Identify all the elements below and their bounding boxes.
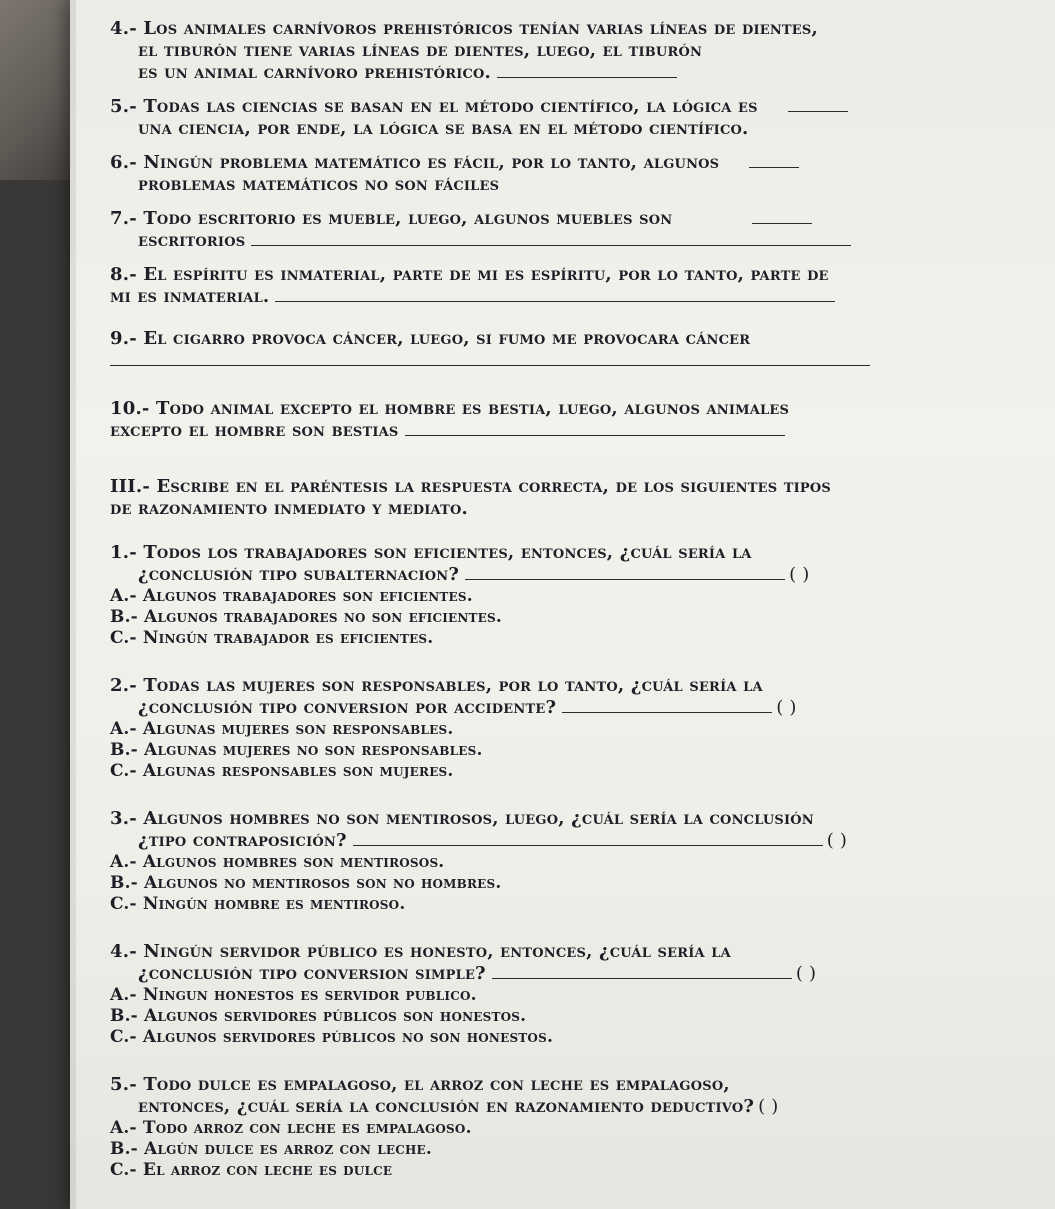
q4-line-3: es un animal carnívoro prehistórico.	[110, 62, 950, 84]
question-8	[110, 264, 950, 308]
section-three-title	[110, 476, 950, 520]
p3q5-answer-paren[interactable]: ( )	[758, 1096, 779, 1117]
question-5	[110, 96, 950, 140]
p3q3-option-b: B.- Algunos no mentirosos son no hombres.	[110, 873, 502, 893]
part-three-question-3	[110, 808, 950, 915]
p3q1-option-a: A.- Algunos trabajadores son eficientes.	[110, 586, 473, 606]
p3q5-option-a: A.- Todo arroz con leche es empalagoso.	[110, 1118, 472, 1138]
p3q1-line-2: ¿conclusión tipo subalternacion? ( )	[138, 564, 810, 585]
part-three-question-5	[110, 1074, 950, 1181]
p3q2-option-a: A.- Algunas mujeres son responsables.	[110, 719, 454, 739]
p3q2-option-c: C.- Algunas responsables son mujeres.	[110, 761, 454, 781]
p3q3-line-1: 3.- Algunos hombres no son mentirosos, luego, ¿cuál sería la conclusión	[110, 808, 814, 829]
p3q4-option-c: C.- Algunos servidores públicos no son honestos.	[110, 1027, 554, 1047]
part-three-question-2	[110, 675, 950, 782]
q4-line-1: 4.- Los animales carnívoros prehistóricos tenían varias líneas de dientes,	[110, 18, 818, 39]
q4-line-2: el tiburón tiene varias líneas de dientes, luego, el tiburón	[138, 40, 703, 61]
q9-answer-line[interactable]	[110, 350, 950, 372]
p3q1-option-c: C.- Ningún trabajador es eficientes.	[110, 628, 434, 648]
p3q4-answer-paren[interactable]: ( )	[795, 963, 817, 984]
p3q3-option-c: C.- Ningún hombre es mentiroso.	[110, 894, 406, 914]
p3q4-line-2: ¿conclusión tipo conversion simple? ( )	[138, 963, 817, 984]
p3q1-line-1: 1.- Todos los trabajadores son eficientes, entonces, ¿cuál sería la	[110, 542, 752, 563]
q8-line-2: mi es inmaterial.	[110, 286, 950, 308]
p3q5-line-2: entonces, ¿cuál sería la conclusión en razonamiento deductivo? ( )	[138, 1096, 779, 1117]
q5-line-2: una ciencia, por ende, la lógica se basa en el método científico.	[138, 118, 749, 139]
q10-line-2: excepto el hombre son bestias	[110, 420, 950, 442]
q7-line-2: escritorios	[110, 230, 950, 252]
q9-line-1: 9.- El cigarro provoca cáncer, luego, si fumo me provocara cáncer	[110, 328, 751, 349]
q5-line-1: 5.- Todas las ciencias se basan en el método científico, la lógica es	[110, 96, 950, 118]
p3q1-option-b: B.- Algunos trabajadores no son eficientes.	[110, 607, 502, 627]
p3q2-line-1: 2.- Todas las mujeres son responsables, por lo tanto, ¿cuál sería la	[110, 675, 763, 696]
q6-line-2: problemas matemáticos no son fáciles	[138, 174, 500, 195]
p3q5-option-c: C.- El arroz con leche es dulce	[110, 1160, 393, 1180]
worksheet-page	[70, 0, 1055, 1209]
q6-line-1: 6.- Ningún problema matemático es fácil, por lo tanto, algunos	[110, 152, 950, 174]
question-4	[110, 18, 950, 84]
p3q5-option-b: B.- Algún dulce es arroz con leche.	[110, 1139, 432, 1159]
section-three-title-line-1: III.- Escribe en el paréntesis la respuesta correcta, de los siguientes tipos	[110, 476, 832, 497]
p3q4-option-b: B.- Algunos servidores públicos son honestos.	[110, 1006, 527, 1026]
p3q5-line-1: 5.- Todo dulce es empalagoso, el arroz con leche es empalagoso,	[110, 1074, 730, 1095]
page-edge-shadow	[70, 0, 76, 1209]
part-three-question-4	[110, 941, 950, 1048]
p3q4-option-a: A.- Ningun honestos es servidor publico.	[110, 985, 477, 1005]
q10-line-1: 10.- Todo animal excepto el hombre es bestia, luego, algunos animales	[110, 398, 790, 419]
p3q2-answer-paren[interactable]: ( )	[776, 697, 797, 718]
p3q2-line-2: ¿conclusión tipo conversion por accidente? ( )	[138, 697, 797, 718]
q8-line-1: 8.- El espíritu es inmaterial, parte de mi es espíritu, por lo tanto, parte de	[110, 264, 829, 285]
q7-line-1: 7.- Todo escritorio es mueble, luego, algunos muebles son	[110, 208, 950, 230]
p3q3-answer-paren[interactable]: ( )	[826, 830, 848, 851]
part-three-question-1	[110, 542, 950, 649]
p3q3-line-2: ¿tipo contraposición? ( )	[138, 830, 848, 851]
worksheet-content	[110, 12, 950, 1181]
section-three-title-line-2: de razonamiento inmediato y mediato.	[110, 498, 468, 519]
p3q4-line-1: 4.- Ningún servidor público es honesto, entonces, ¿cuál sería la	[110, 941, 731, 962]
question-6	[110, 152, 950, 196]
p3q3-option-a: A.- Algunos hombres son mentirosos.	[110, 852, 445, 872]
question-9	[110, 320, 950, 372]
p3q2-option-b: B.- Algunas mujeres no son responsables.	[110, 740, 483, 760]
p3q1-answer-paren[interactable]: ( )	[789, 564, 810, 585]
question-10	[110, 398, 950, 442]
question-7	[110, 208, 950, 252]
